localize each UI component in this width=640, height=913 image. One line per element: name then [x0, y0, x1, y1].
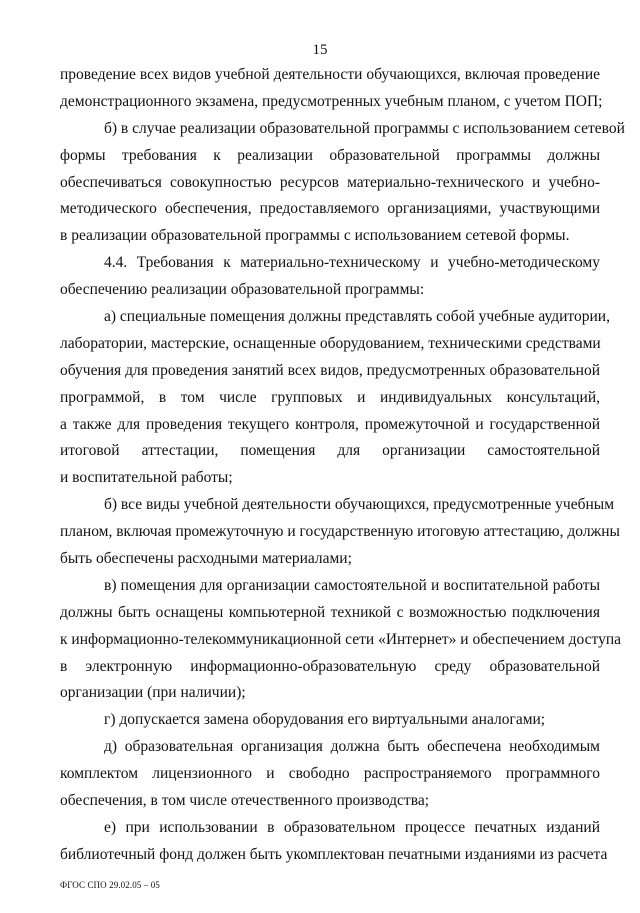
text-line: обеспечению реализации образовательной программы:	[60, 281, 425, 299]
text-line: быть обеспечены расходными материалами;	[60, 550, 352, 568]
text-line: методического обеспечения, предоставляемого организациями, участвующими	[60, 200, 600, 218]
text-line: проведение всех видов учебной деятельности обучающихся, включая проведение	[60, 66, 600, 83]
footer-code: ФГОС СПО 29.02.05 – 05	[60, 880, 160, 890]
text-line: в реализации образовательной программы с использованием сетевой формы.	[60, 227, 570, 245]
text-line: к информационно-телекоммуникационной сети «Интернет» и обеспечением доступа	[60, 630, 622, 648]
text-line: е) при использовании в образовательном процессе печатных изданий	[104, 818, 600, 836]
text-line: 4.4. Требования к материально-техническому и учебно-методическому	[104, 254, 600, 272]
text-line: организации (при наличии);	[60, 684, 246, 702]
text-line: итоговой аттестации, помещения для организации самостоятельной	[60, 442, 600, 460]
document-body	[60, 62, 625, 869]
text-line: б) в случае реализации образовательной программы с использованием сетевой	[104, 119, 625, 137]
text-line: демонстрационного экзамена, предусмотренных учебным планом, с учетом ПОП;	[60, 92, 603, 110]
text-line: должны быть оснащены компьютерной техникой с возможностью подключения	[60, 603, 600, 621]
text-line: комплектом лицензионного и свободно распространяемого программного	[60, 765, 600, 783]
page-number: 15	[312, 42, 328, 58]
text-line: б) все виды учебной деятельности обучающихся, предусмотренные учебным	[104, 496, 615, 514]
text-line: обеспечения, в том числе отечественного производства;	[60, 792, 430, 810]
text-line: лаборатории, мастерские, оснащенные оборудованием, техническими средствами	[60, 334, 601, 352]
text-line: планом, включая промежуточную и государственную итоговую аттестацию, должны	[60, 523, 620, 541]
text-line: в электронную информационно-образовательную среду образовательной	[60, 657, 600, 675]
text-line: формы требования к реализации образовательной программы должны	[60, 146, 600, 164]
text-line: обучения для проведения занятий всех видов, предусмотренных образовательной	[60, 361, 600, 379]
text-line: библиотечный фонд должен быть укомплектован печатными изданиями из расчета	[60, 845, 608, 863]
text-line: и воспитательной работы;	[60, 469, 233, 487]
text-line: а также для проведения текущего контроля, промежуточной и государственной	[60, 415, 600, 433]
text-line: обеспечиваться совокупностью ресурсов материально-технического и учебно-	[60, 173, 600, 191]
text-line: г) допускается замена оборудования его виртуальными аналогами;	[104, 711, 546, 729]
text-line: д) образовательная организация должна быть обеспечена необходимым	[104, 738, 600, 756]
text-line: а) специальные помещения должны представлять собой учебные аудитории,	[104, 308, 610, 326]
text-line: программой, в том числе групповых и индивидуальных консультаций,	[60, 388, 600, 406]
text-line: в) помещения для организации самостоятельной и воспитательной работы	[104, 576, 600, 594]
